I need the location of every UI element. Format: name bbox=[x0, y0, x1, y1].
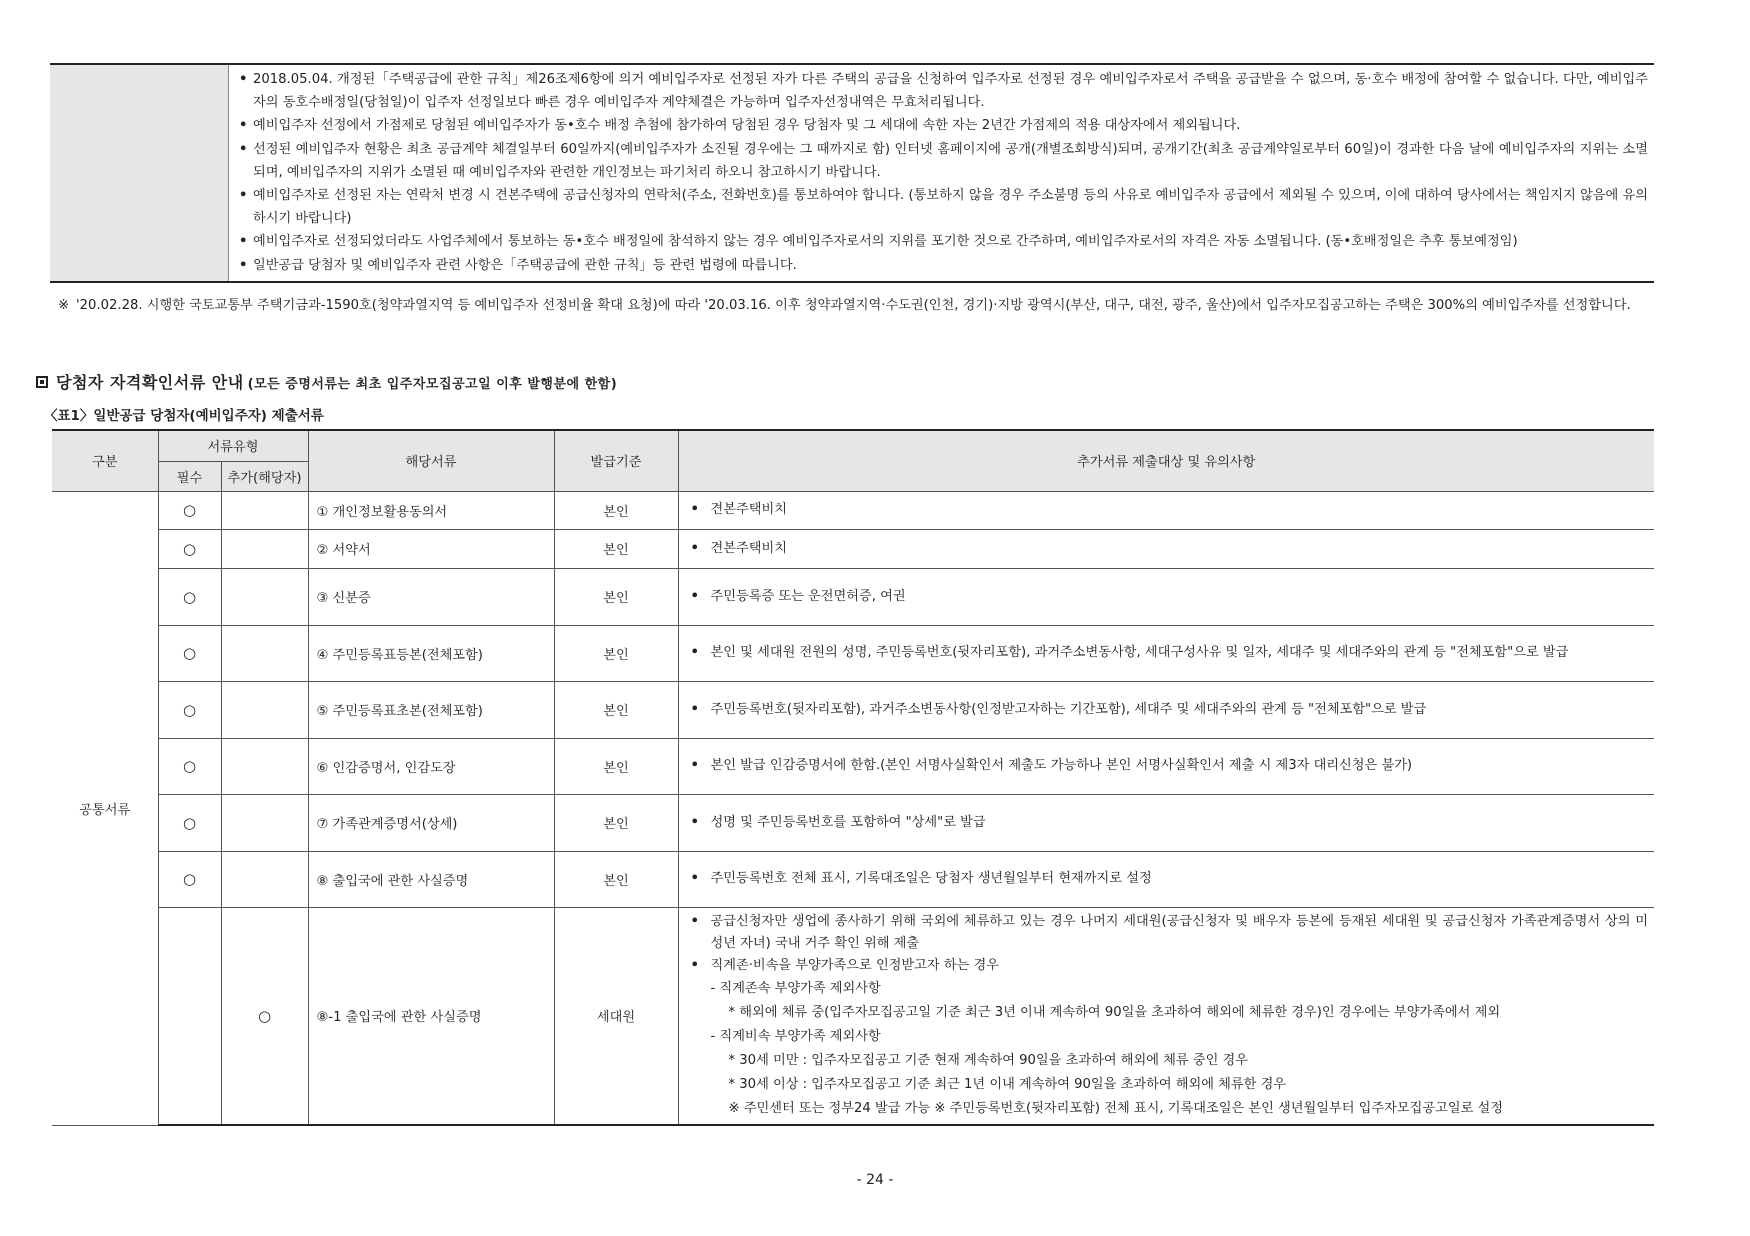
document-name: ① 개인정보활용동의서 bbox=[308, 491, 554, 529]
document-name: ⑤ 주민등록표초본(전체포함) bbox=[308, 681, 554, 738]
document-name: ⑧ 출입국에 관한 사실증명 bbox=[308, 851, 554, 907]
reference-note bbox=[58, 294, 1658, 318]
issuer: 세대원 bbox=[554, 907, 678, 1125]
note-item: • 성명 및 주민등록번호를 포함하여 "상세"로 발급 bbox=[689, 812, 1649, 834]
table-row bbox=[52, 681, 1654, 738]
note-subitem: ※ 주민센터 또는 정부24 발급 가능 ※ 주민등록번호(뒷자리포함) 전체 표시, 기록대조일은 본인 생년월일부터 입주자모집공고일로 설정 bbox=[728, 1100, 1503, 1116]
note-subitem: * 해외에 체류 중(입주자모집공고일 기준 최근 3년 이내 계속하여 90일을 초과하여 해외에 체류한 경우)인 경우에는 부양가족에서 제외 bbox=[728, 1004, 1501, 1020]
note-subitem: * 30세 미만 : 입주자모집공고 기준 현재 계속하여 90일을 초과하여 해외에 체류 중인 경우 bbox=[728, 1052, 1248, 1068]
top-notes-table bbox=[50, 63, 1654, 283]
additional-mark bbox=[221, 738, 308, 794]
notes-cell bbox=[678, 738, 1654, 794]
note-subitem: * 30세 이상 : 입주자모집공고 기준 최근 1년 이내 계속하여 90일을 초과하여 해외에 체류한 경우 bbox=[728, 1076, 1287, 1092]
square-bullet-icon bbox=[36, 376, 48, 388]
section-subtitle: (모든 증명서류는 최초 입주자모집공고일 이후 발행분에 한함) bbox=[247, 377, 618, 392]
note-item: • 공급신청자만 생업에 종사하기 위해 국외에 체류하고 있는 경우 나머지 세대원(공급신청자 및 배우자 등본에 등재된 세대원 및 공급신청자 가족관계증명서 상의 미성년 자녀) 국내 거주 확인 위해 제출 bbox=[689, 911, 1649, 955]
top-note-item: • 일반공급 당첨자 및 예비입주자 관련 사항은「주택공급에 관한 규칙」등 관련 법령에 따릅니다. bbox=[239, 254, 1648, 277]
issuer: 본인 bbox=[554, 529, 678, 568]
notes-cell bbox=[678, 907, 1654, 1125]
group-label: 공통서류 bbox=[52, 491, 158, 1125]
additional-mark bbox=[221, 851, 308, 907]
note-item: • 주민등록번호 전체 표시, 기록대조일은 당첨자 생년월일부터 현재까지로 설정 bbox=[689, 868, 1649, 890]
note-item: • 견본주택비치 bbox=[689, 538, 1649, 560]
table-row bbox=[52, 568, 1654, 625]
document-name: ④ 주민등록표등본(전체포함) bbox=[308, 625, 554, 681]
notes-cell bbox=[678, 851, 1654, 907]
additional-mark bbox=[221, 529, 308, 568]
table-row bbox=[52, 738, 1654, 794]
required-mark: ○ bbox=[158, 568, 221, 625]
additional-mark bbox=[221, 681, 308, 738]
top-note-item: • 예비입주자로 선정되었더라도 사업주체에서 통보하는 동•호수 배정일에 참석하지 않는 경우 예비입주자로서의 지위를 포기한 것으로 간주하며, 예비입주자로서의 자격은 자동 소멸됩니다. (동•호배정일은 추후 통보예정임) bbox=[239, 230, 1648, 253]
top-note-item: • 예비입주자 선정에서 가점제로 당첨된 예비입주자가 동•호수 배정 추첨에 참가하여 당첨된 경우 당첨자 및 그 세대에 속한 자는 2년간 가점제의 적용 대상자에서 제외됩니다. bbox=[239, 114, 1648, 137]
document-name: ⑧-1 출입국에 관한 사실증명 bbox=[308, 907, 554, 1125]
additional-mark: ○ bbox=[221, 907, 308, 1125]
document-name: ⑦ 가족관계증명서(상세) bbox=[308, 794, 554, 851]
notes-cell bbox=[678, 529, 1654, 568]
top-notes-cell bbox=[229, 64, 1655, 282]
top-note-item: • 선정된 예비입주자 현황은 최초 공급계약 체결일부터 60일까지(예비입주자가 소진될 경우에는 그 때까지로 함) 인터넷 홈페이지에 공개(개별조회방식)되며, 공개기간(최초 공급계약일로부터 60일)이 경과한 다음 날에 예비입주자의 지위는 소멸되며, 예비입주자의 지위가 소멸된 때 예비입주자와 관련한 개인정보는 파기처리 하오니 참고하시기 바랍니다. bbox=[239, 138, 1648, 184]
top-notes-label-cell bbox=[50, 64, 229, 282]
table-row bbox=[52, 529, 1654, 568]
top-note-item: • 2018.05.04. 개정된「주택공급에 관한 규칙」제26조제6항에 의거 예비입주자로 선정된 자가 다른 주택의 공급을 신청하여 입주자로 선정된 경우 예비입주자로서 주택을 공급받을 수 없으며, 동‧호수 배정에 참여할 수 없습니다. 다만, 예비입주자의 동호수배정일(당첨일)이 입주자 선정일보다 빠른 경우 예비입주자 계약체결은 가능하며 입주자선정내역은 무효처리됩니다. bbox=[239, 68, 1648, 114]
issuer: 본인 bbox=[554, 851, 678, 907]
issuer: 본인 bbox=[554, 625, 678, 681]
note-item: • 주민등록증 또는 운전면허증, 여권 bbox=[689, 586, 1649, 608]
document-name: ② 서약서 bbox=[308, 529, 554, 568]
header-required: 필수 bbox=[158, 461, 221, 491]
header-notes: 추가서류 제출대상 및 유의사항 bbox=[678, 430, 1654, 491]
additional-mark bbox=[221, 625, 308, 681]
table-row bbox=[52, 851, 1654, 907]
issuer: 본인 bbox=[554, 794, 678, 851]
reference-note-text: '20.02.28. 시행한 국토교통부 주택기금과-1590호(청약과열지역 등 예비입주자 선정비율 확대 요청)에 따라 '20.03.16. 이후 청약과열지역·수도권(인천, 경기)·지방 광역시(부산, 대구, 대전, 광주, 울산)에서 입주자모집공고하는 주택은 300%의 예비입주자를 선정합니다. bbox=[76, 298, 1631, 313]
table-caption: 〈표1〉일반공급 당첨자(예비입주자) 제출서류 bbox=[44, 408, 324, 424]
required-mark: ○ bbox=[158, 794, 221, 851]
note-subitem: - 직계비속 부양가족 제외사항 bbox=[710, 1028, 881, 1044]
issuer: 본인 bbox=[554, 491, 678, 529]
required-mark bbox=[158, 907, 221, 1125]
table-row bbox=[52, 794, 1654, 851]
required-mark: ○ bbox=[158, 529, 221, 568]
note-item: • 본인 및 세대원 전원의 성명, 주민등록번호(뒷자리포함), 과거주소변동사항, 세대구성사유 및 일자, 세대주 및 세대주와의 관계 등 "전체포함"으로 발급 bbox=[689, 642, 1649, 664]
reference-mark-icon: ※ bbox=[58, 298, 70, 313]
note-subitem: - 직계존속 부양가족 제외사항 bbox=[710, 980, 881, 996]
note-item: • 직계존·비속을 부양가족으로 인정받고자 하는 경우 bbox=[689, 955, 1649, 977]
notes-cell bbox=[678, 568, 1654, 625]
notes-cell bbox=[678, 625, 1654, 681]
issuer: 본인 bbox=[554, 568, 678, 625]
header-category: 구분 bbox=[52, 430, 158, 491]
header-document: 해당서류 bbox=[308, 430, 554, 491]
notes-cell bbox=[678, 681, 1654, 738]
required-mark: ○ bbox=[158, 681, 221, 738]
note-item: • 견본주택비치 bbox=[689, 499, 1649, 521]
note-item: • 주민등록번호(뒷자리포함), 과거주소변동사항(인정받고자하는 기간포함), 세대주 및 세대주와의 관계 등 "전체포함"으로 발급 bbox=[689, 699, 1649, 721]
required-mark: ○ bbox=[158, 491, 221, 529]
notes-cell bbox=[678, 491, 1654, 529]
issuer: 본인 bbox=[554, 681, 678, 738]
required-mark: ○ bbox=[158, 851, 221, 907]
table-row bbox=[52, 907, 1654, 1125]
document-name: ③ 신분증 bbox=[308, 568, 554, 625]
required-mark: ○ bbox=[158, 625, 221, 681]
top-note-item: • 예비입주자로 선정된 자는 연락처 변경 시 견본주택에 공급신청자의 연락처(주소, 전화번호)를 통보하여야 합니다. (통보하지 않을 경우 주소불명 등의 사유로 예비입주자 공급에서 제외될 수 있으며, 이에 대하여 당사에서는 책임지지 않음에 유의하시기 바랍니다) bbox=[239, 184, 1648, 230]
note-item: • 본인 발급 인감증명서에 한함.(본인 서명사실확인서 제출도 가능하나 본인 서명사실확인서 제출 시 제3자 대리신청은 불가) bbox=[689, 755, 1649, 777]
notes-cell bbox=[678, 794, 1654, 851]
table-row bbox=[52, 625, 1654, 681]
issuer: 본인 bbox=[554, 738, 678, 794]
document-name: ⑥ 인감증명서, 인감도장 bbox=[308, 738, 554, 794]
section-title bbox=[36, 370, 617, 393]
table-row bbox=[52, 491, 1654, 529]
header-issuer: 발급기준 bbox=[554, 430, 678, 491]
documents-table bbox=[52, 429, 1654, 1126]
required-mark: ○ bbox=[158, 738, 221, 794]
page-number: - 24 - bbox=[856, 1172, 894, 1188]
additional-mark bbox=[221, 491, 308, 529]
additional-mark bbox=[221, 568, 308, 625]
header-additional: 추가(해당자) bbox=[221, 461, 308, 491]
section-title-text: 당첨자 자격확인서류 안내 bbox=[56, 373, 244, 392]
header-doc-type: 서류유형 bbox=[158, 430, 308, 461]
additional-mark bbox=[221, 794, 308, 851]
